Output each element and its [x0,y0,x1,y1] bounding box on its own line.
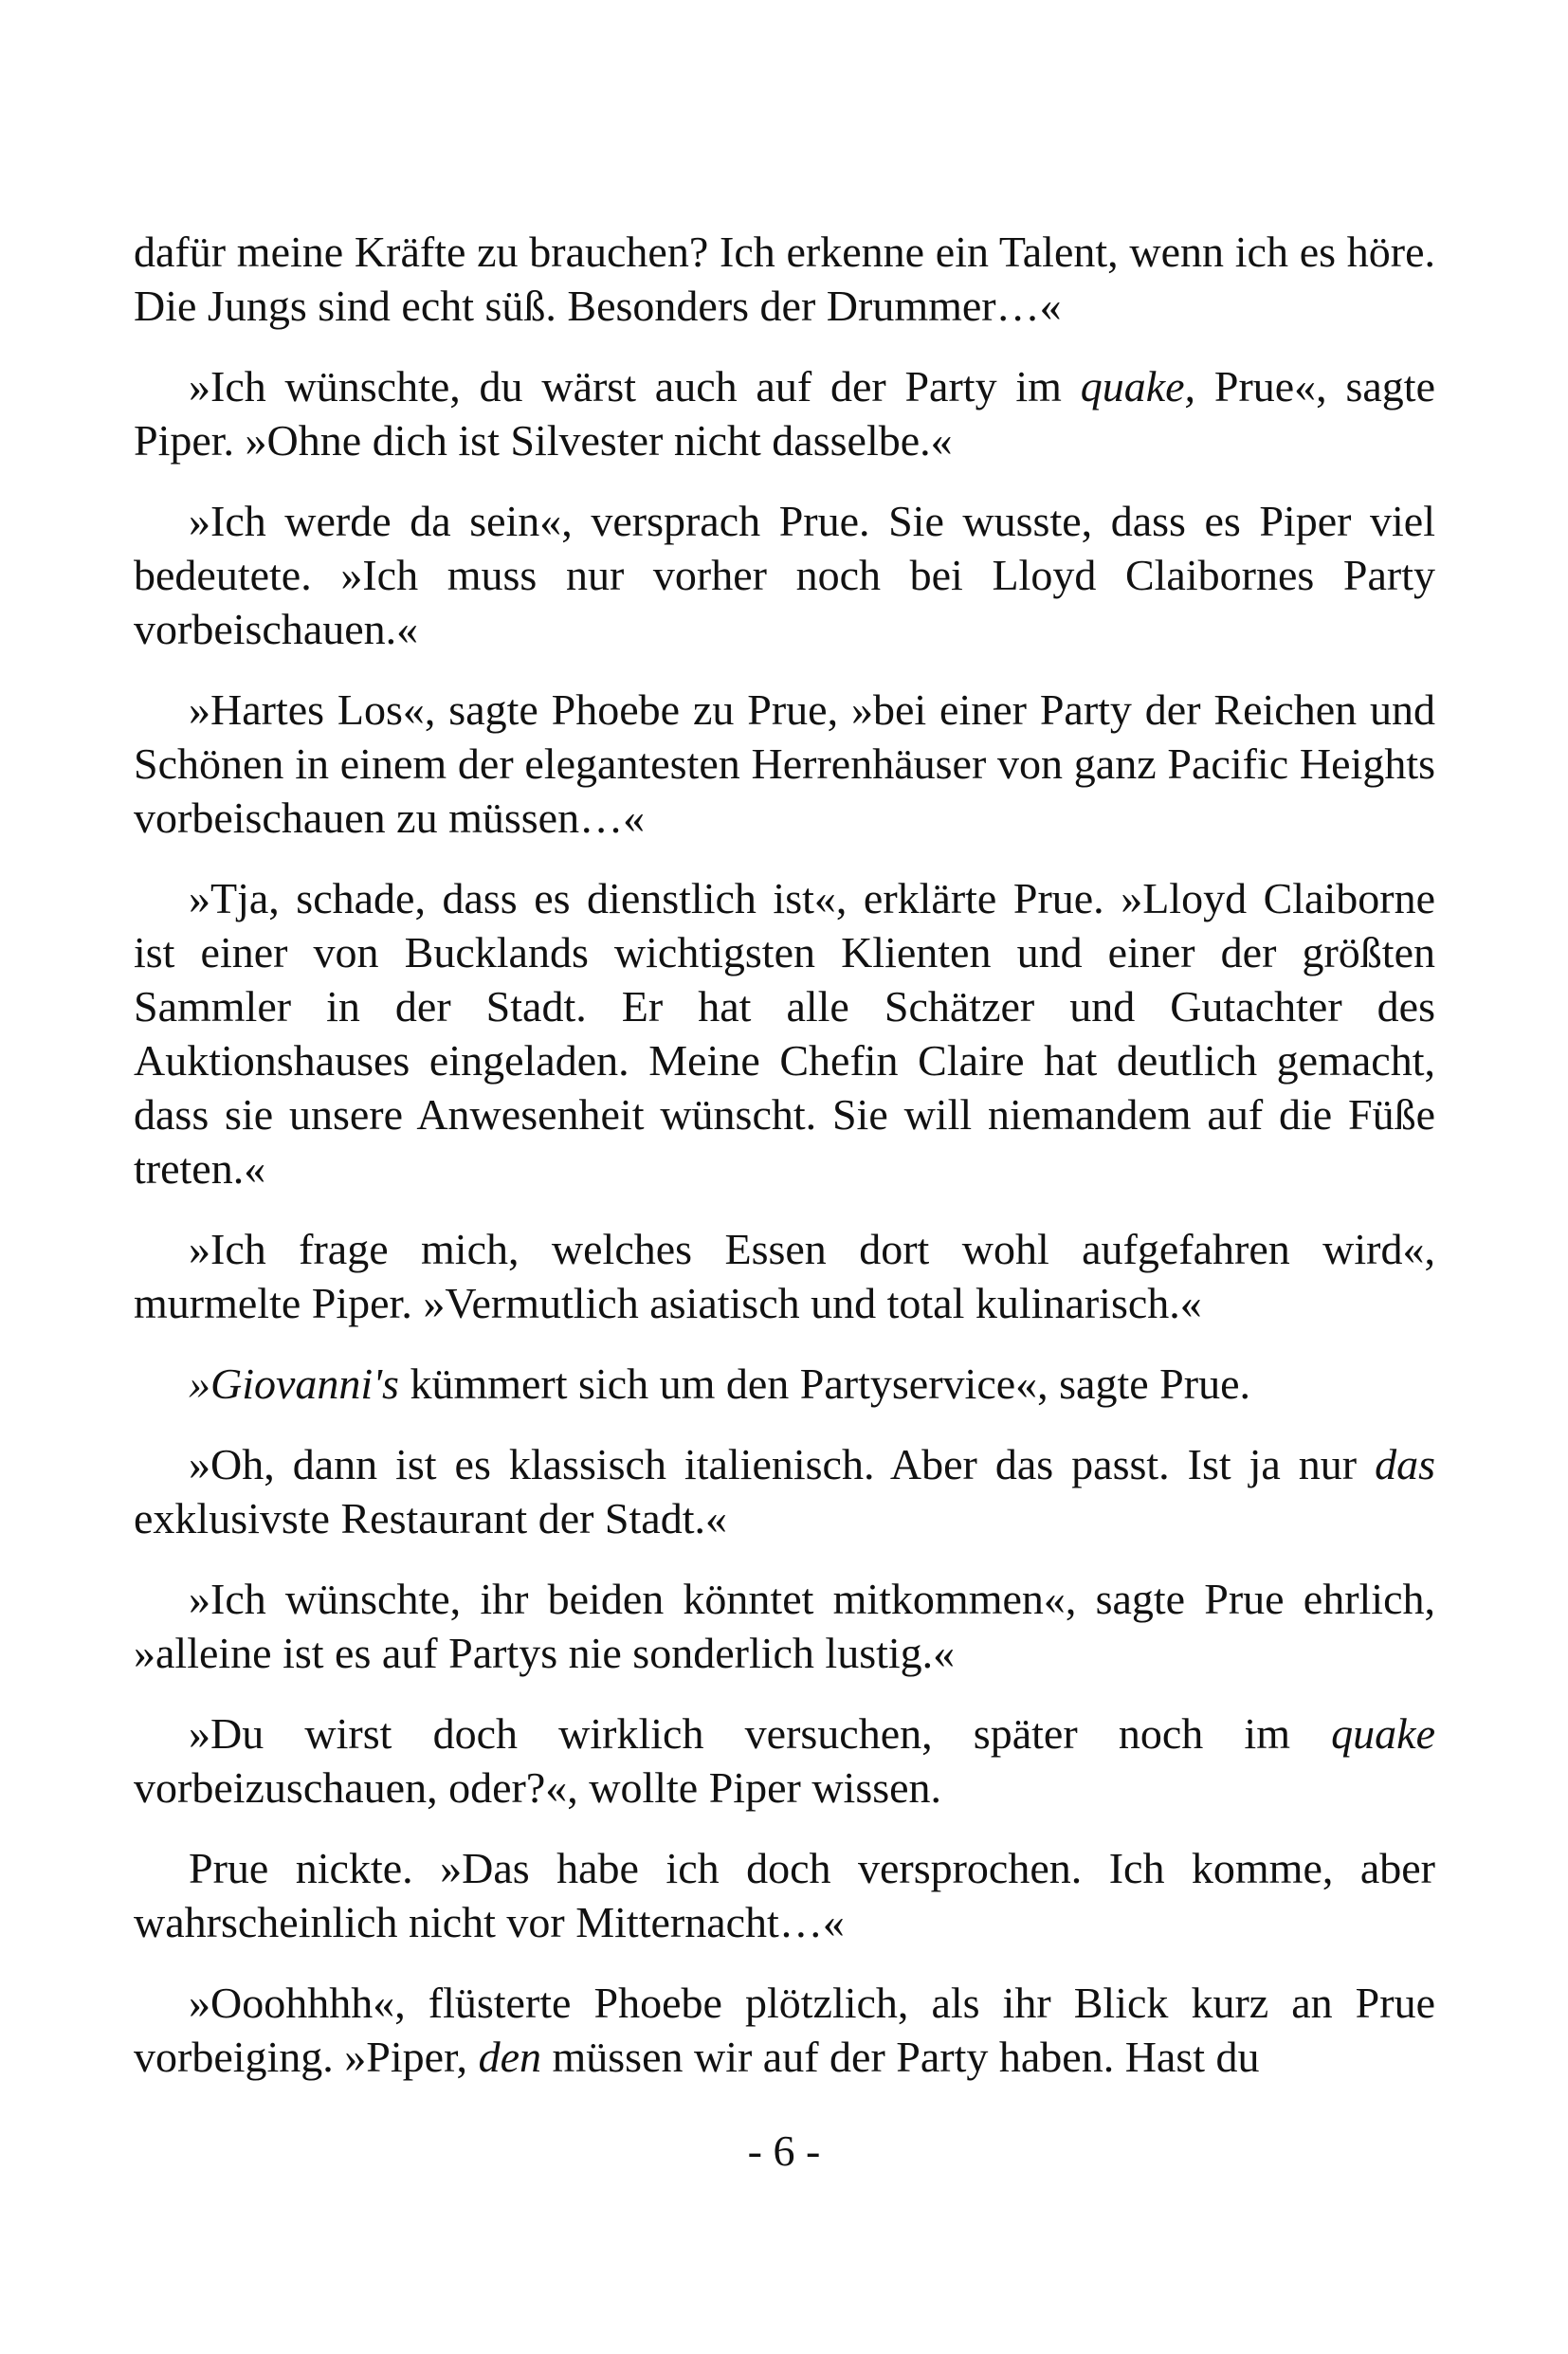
text-segment: »Ich werde da sein«, versprach Prue. Sie wusste, dass es Piper viel bedeutete. »Ich muss nur vorher noch bei Lloyd Claibornes Party vorbeischauen.« [134,497,1435,653]
text-segment: exklusivste Restaurant der Stadt.« [134,1494,727,1542]
page-number: - 6 - [747,2126,821,2175]
italic-text: das [1375,1440,1435,1488]
text-segment: dafür meine Kräfte zu brauchen? Ich erkenne ein Talent, wenn ich es höre. Die Jungs sind echt süß. Besonders der Drummer…« [134,228,1435,330]
paragraph [134,1841,1435,1949]
text-segment: »Ich frage mich, welches Essen dort wohl aufgefahren wird«, murmelte Piper. »Vermutlich asiatisch und total kulinarisch.« [134,1225,1435,1327]
text-segment: »Oh, dann ist es klassisch italienisch. Aber das passt. Ist ja nur [189,1440,1376,1488]
paragraph [134,1572,1435,1680]
paragraph [134,1706,1435,1815]
paragraph [134,494,1435,656]
paragraph [134,225,1435,333]
text-segment: kümmert sich um den Partyservice«, sagte Prue. [398,1359,1250,1408]
paragraph [134,1976,1435,2084]
text-segment: »Tja, schade, dass es dienstlich ist«, erklärte Prue. »Lloyd Claiborne ist einer von Bucklands wichtigsten Klienten und einer der größten Sammler in der Stadt. Er hat alle Schätzer und Gutachter des Auktionshauses eingeladen. Meine Chefin Claire hat deutlich gemacht, dass sie unsere Anwesenheit wünscht. Sie will niemandem auf die Füße treten.« [134,874,1435,1193]
text-segment: Prue nickte. »Das habe ich doch versprochen. Ich komme, aber wahrscheinlich nicht vor Mitternacht…« [134,1844,1435,1946]
text-segment: müssen wir auf der Party haben. Hast du [540,2033,1260,2081]
italic-text: den [478,2033,541,2081]
italic-text: quake, [1080,362,1196,411]
text-segment: vorbeizuschauen, oder?«, wollte Piper wissen. [134,1763,942,1812]
text-segment: »Ich wünschte, du wärst auch auf der Party im [189,362,1081,411]
text-segment: »Ich wünschte, ihr beiden könntet mitkommen«, sagte Prue ehrlich, »alleine ist es auf Partys nie sonderlich lustig.« [134,1575,1435,1677]
paragraph [134,1437,1435,1545]
italic-text: quake [1331,1709,1435,1758]
paragraph [134,871,1435,1195]
paragraph [134,1357,1435,1411]
paragraph [134,1222,1435,1330]
page-body [134,225,1435,2110]
text-segment: »Hartes Los«, sagte Phoebe zu Prue, »bei einer Party der Reichen und Schönen in einem der elegantesten Herrenhäuser von ganz Pacific Heights vorbeischauen zu müssen…« [134,685,1435,842]
italic-text: »Giovanni's [189,1359,399,1408]
paragraph [134,359,1435,467]
text-segment: Prue«, sagte Piper. »Ohne dich ist Silvester nicht dasselbe.« [134,362,1435,465]
text-segment: »Ooohhhh«, flüsterte Phoebe plötzlich, als ihr Blick kurz an Prue vorbeiging. »Piper, [134,1979,1435,2081]
paragraph [134,683,1435,845]
text-segment: »Du wirst doch wirklich versuchen, später noch im [189,1709,1332,1758]
